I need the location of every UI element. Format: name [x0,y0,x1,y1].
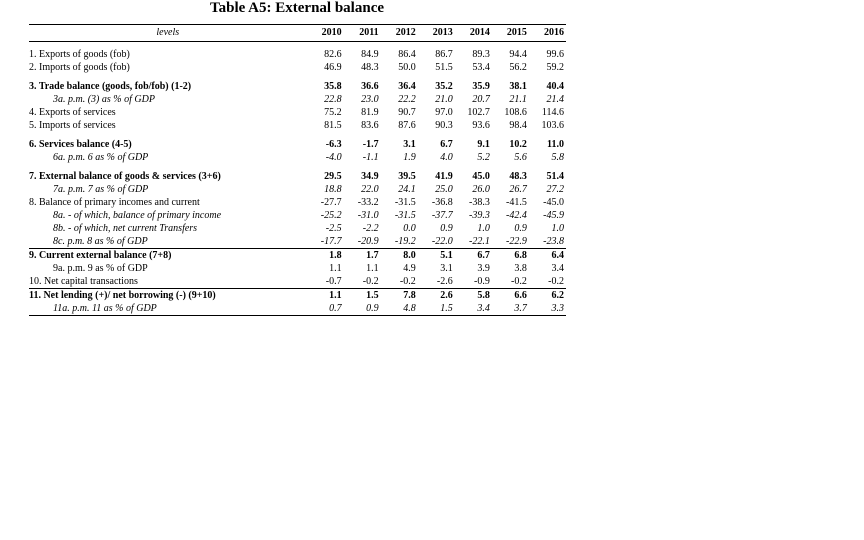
cell-2013: 21.0 [435,94,453,105]
cell-2011: 48.3 [361,62,379,73]
table-row [29,183,566,196]
cell-2015: 6.6 [492,289,529,303]
cell-2016: -45.9 [543,210,564,221]
cell-2010: 1.1 [329,263,342,274]
row-label: 9. Current external balance (7+8) [29,249,307,263]
cell-2015: 3.7 [492,302,529,316]
cell-2011: -1.1 [362,152,379,163]
cell-2011: -33.2 [357,197,379,208]
cell-2014: -38.3 [468,197,490,208]
cell-2014: 5.2 [477,152,490,163]
table-row [29,262,566,275]
cell-2015: -42.4 [506,210,527,221]
cell-2011: 84.9 [361,49,379,60]
row-label: 7. External balance of goods & services (3+6) [29,171,221,182]
cell-2010: 22.8 [324,94,342,105]
row-label: 10. Net capital transactions [29,276,138,287]
cell-2012: 3.1 [403,139,416,150]
cell-2016: 27.2 [546,184,564,195]
row-label: 8. Balance of primary incomes and current [29,197,200,208]
cell-2016: 1.0 [551,223,564,234]
cell-2015: 21.1 [509,94,527,105]
table-row [29,119,566,132]
cell-2015: 0.9 [514,223,527,234]
cell-2013: -37.7 [431,210,453,221]
cell-2010: 35.8 [324,81,342,92]
cell-2012: 86.4 [398,49,416,60]
cell-2010: 46.9 [324,62,342,73]
cell-2014: 26.0 [472,184,490,195]
row-label: 5. Imports of services [29,120,116,131]
cell-2013: 35.2 [435,81,453,92]
row-label: 8b. - of which, net current Transfers [53,223,198,234]
cell-2010: 29.5 [324,171,342,182]
cell-2013: 0.9 [440,223,453,234]
external-balance-table [29,24,566,316]
cell-2014: 93.6 [472,120,490,131]
cell-2013: -2.6 [436,276,453,287]
table-row [29,170,566,183]
cell-2013: 5.1 [418,249,455,263]
cell-2016: 3.3 [529,302,566,316]
cell-2014: -22.1 [468,236,490,247]
cell-2015: 108.6 [504,107,527,118]
table-row [29,222,566,235]
cell-2014: 45.0 [472,171,490,182]
cell-2012: 4.8 [381,302,418,316]
cell-2015: 56.2 [509,62,527,73]
cell-2016: -0.2 [548,276,564,287]
cell-2012: 0.0 [403,223,416,234]
cell-2013: 3.1 [440,263,453,274]
cell-2011: 36.6 [361,81,379,92]
cell-2014: 53.4 [472,62,490,73]
cell-2012: 7.8 [381,289,418,303]
table-row [29,61,566,74]
cell-2011: 22.0 [361,184,379,195]
year-header-2014: 2014 [455,25,492,42]
cell-2011: 1.5 [344,289,381,303]
cell-2012: 90.7 [398,107,416,118]
cell-2010: 1.1 [307,289,344,303]
cell-2011: 23.0 [361,94,379,105]
cell-2012: -0.2 [399,276,416,287]
cell-2013: 41.9 [435,171,453,182]
table-row [29,275,566,289]
table-header-row [29,25,566,42]
cell-2015: 10.2 [509,139,527,150]
cell-2010: -0.7 [325,276,342,287]
cell-2010: -6.3 [325,139,342,150]
row-label: 7a. p.m. 7 as % of GDP [53,184,149,195]
cell-2016: 59.2 [546,62,564,73]
cell-2014: 89.3 [472,49,490,60]
row-label: 2. Imports of goods (fob) [29,62,130,73]
cell-2016: 6.2 [529,289,566,303]
year-header-2012: 2012 [381,25,418,42]
cell-2010: 1.8 [307,249,344,263]
cell-2013: 97.0 [435,107,453,118]
table-row [29,209,566,222]
row-label: 3a. p.m. (3) as % of GDP [53,94,155,105]
cell-2015: -0.2 [511,276,527,287]
cell-2012: 39.5 [398,171,416,182]
cell-2014: 102.7 [467,107,490,118]
cell-2016: 6.4 [529,249,566,263]
cell-2015: 38.1 [509,81,527,92]
cell-2012: 1.9 [403,152,416,163]
cell-2012: 87.6 [398,120,416,131]
row-label: 8c. p.m. 8 as % of GDP [53,236,148,247]
cell-2013: 6.7 [440,139,453,150]
cell-2010: 81.5 [324,120,342,131]
cell-2013: 86.7 [435,49,453,60]
cell-2014: 20.7 [472,94,490,105]
table-title: Table A5: External balance [209,0,385,16]
year-header-2016: 2016 [529,25,566,42]
cell-2013: -22.0 [431,236,453,247]
cell-2011: 0.9 [344,302,381,316]
cell-2011: 1.1 [366,263,379,274]
cell-2013: 51.5 [435,62,453,73]
cell-2016: 103.6 [541,120,564,131]
year-header-2015: 2015 [492,25,529,42]
cell-2014: 5.8 [455,289,492,303]
cell-2016: -45.0 [543,197,564,208]
cell-2012: -19.2 [394,236,416,247]
cell-2012: 22.2 [398,94,416,105]
cell-2011: -31.0 [357,210,379,221]
cell-2015: 3.8 [514,263,527,274]
cell-2014: 9.1 [477,139,490,150]
cell-2011: -20.9 [357,236,379,247]
cell-2014: -39.3 [468,210,490,221]
cell-2010: 75.2 [324,107,342,118]
cell-2010: -17.7 [320,236,342,247]
cell-2013: 2.6 [418,289,455,303]
cell-2012: 50.0 [398,62,416,73]
cell-2015: 6.8 [492,249,529,263]
cell-2016: 21.4 [546,94,564,105]
table-row [29,196,566,209]
table-row [29,93,566,106]
cell-2015: 48.3 [509,171,527,182]
table-row [29,106,566,119]
cell-2014: -0.9 [473,276,490,287]
cell-2010: 0.7 [307,302,344,316]
cell-2012: 36.4 [398,81,416,92]
cell-2013: 4.0 [440,152,453,163]
cell-2013: 25.0 [435,184,453,195]
table-row [29,151,566,164]
cell-2014: 3.9 [477,263,490,274]
table-row [29,80,566,93]
cell-2011: -0.2 [362,276,379,287]
row-label: 6. Services balance (4-5) [29,139,132,150]
cell-2015: -22.9 [506,236,527,247]
cell-2016: -23.8 [543,236,564,247]
row-label: 11a. p.m. 11 as % of GDP [29,302,307,316]
cell-2011: 1.7 [344,249,381,263]
cell-2010: -25.2 [320,210,342,221]
cell-2013: -36.8 [431,197,453,208]
cell-2016: 3.4 [551,263,564,274]
cell-2012: 4.9 [403,263,416,274]
cell-2012: 8.0 [381,249,418,263]
cell-2015: 98.4 [509,120,527,131]
row-label: 6a. p.m. 6 as % of GDP [53,152,149,163]
row-label: 3. Trade balance (goods, fob/fob) (1-2) [29,81,192,92]
cell-2010: 18.8 [324,184,342,195]
cell-2011: 83.6 [361,120,379,131]
cell-2011: 81.9 [361,107,379,118]
row-label: 1. Exports of goods (fob) [29,49,130,60]
row-label: 11. Net lending (+)/ net borrowing (-) (9+10) [29,289,307,303]
cell-2016: 11.0 [547,139,564,150]
row-label: 4. Exports of services [29,107,116,118]
year-header-2011: 2011 [344,25,381,42]
cell-2016: 5.8 [551,152,564,163]
cell-2015: 26.7 [509,184,527,195]
cell-2014: 3.4 [455,302,492,316]
cell-2010: -27.7 [320,197,342,208]
cell-2012: 24.1 [398,184,416,195]
table-row [29,249,566,263]
table-row [29,289,566,303]
cell-2012: -31.5 [394,197,416,208]
cell-2014: 6.7 [455,249,492,263]
cell-2016: 40.4 [546,81,564,92]
cell-2010: -4.0 [325,152,342,163]
cell-2014: 1.0 [477,223,490,234]
cell-2014: 35.9 [472,81,490,92]
cell-2013: 90.3 [435,120,453,131]
cell-2016: 51.4 [546,171,564,182]
row-label: 8a. - of which, balance of primary income [53,210,222,221]
cell-2010: 82.6 [324,49,342,60]
year-header-2010: 2010 [307,25,344,42]
cell-2015: 5.6 [514,152,527,163]
levels-header: levels [29,25,307,42]
cell-2016: 114.6 [541,107,564,118]
cell-2011: 34.9 [361,171,379,182]
cell-2011: -1.7 [362,139,379,150]
cell-2015: 94.4 [509,49,527,60]
table-row [29,138,566,151]
cell-2010: -2.5 [325,223,342,234]
row-label: 9a. p.m. 9 as % of GDP [53,263,148,274]
cell-2016: 99.6 [546,49,564,60]
table-row [29,302,566,316]
year-header-2013: 2013 [418,25,455,42]
cell-2011: -2.2 [362,223,379,234]
cell-2012: -31.5 [394,210,416,221]
cell-2013: 1.5 [418,302,455,316]
table-row [29,235,566,249]
cell-2015: -41.5 [506,197,527,208]
table-row [29,48,566,61]
